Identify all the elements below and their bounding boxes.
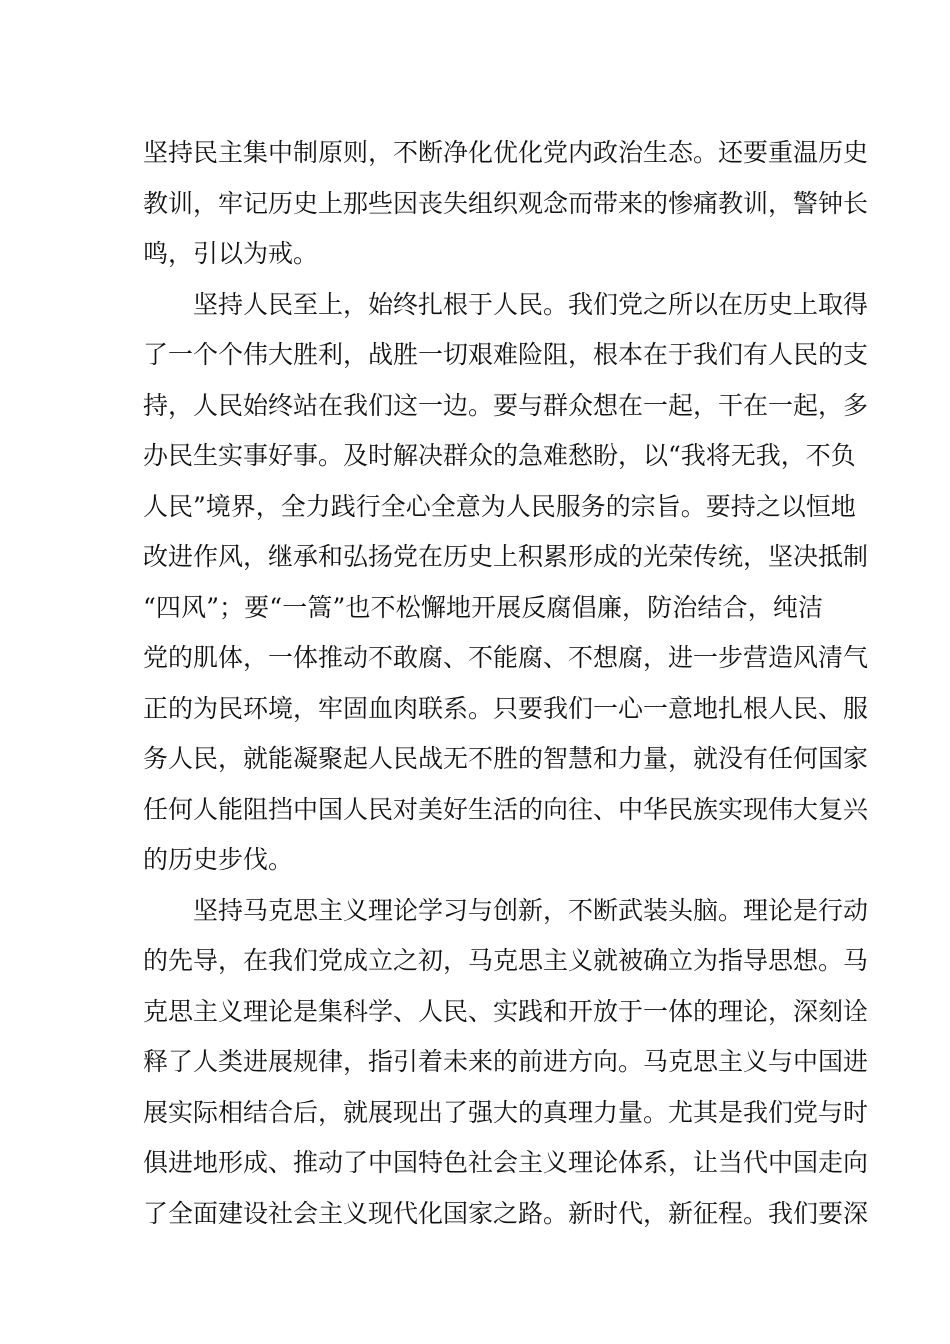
text-line: 展实际相结合后，就展现出了强大的真理力量。尤其是我们党与时: [143, 1097, 869, 1127]
text-line: 党的肌体，一体推动不敢腐、不能腐、不想腐，进一步营造风清气: [143, 643, 869, 672]
text-line: 的历史步伐。: [143, 845, 294, 874]
text-line: 鸣，引以为戒。: [143, 239, 319, 268]
text-line: 坚持民主集中制原则，不断净化优化党内政治生态。还要重温历史: [143, 138, 869, 167]
text-line: 改进作风，继承和弘扬党在历史上积累形成的光荣传统，坚决抵制: [143, 542, 869, 571]
paragraph-2: [143, 280, 869, 886]
text-line: 克思主义理论是集科学、人民、实践和开放于一体的理论，深刻诠: [143, 996, 869, 1026]
text-line: 任何人能阻挡中国人民对美好生活的向往、中华民族实现伟大复兴: [143, 794, 869, 824]
text-line: 务人民，就能凝聚起人民战无不胜的智慧和力量，就没有任何国家: [143, 744, 869, 773]
text-line: “四风”；要“一篙”也不松懈地开展反腐倡廉，防治结合，纯洁: [143, 592, 823, 622]
text-line: 释了人类进展规律，指引着未来的前进方向。马克思主义与中国进: [143, 1047, 869, 1076]
text-line: 坚持人民至上，始终扎根于人民。我们党之所以在历史上取得: [193, 289, 869, 319]
text-line: 教训，牢记历史上那些因丧失组织观念而带来的惨痛教训，警钟长: [143, 188, 869, 218]
text-line: 持，人民始终站在我们这一边。要与群众想在一起，干在一起，多: [143, 390, 869, 420]
text-line: 坚持马克思主义理论学习与创新，不断武装头脑。理论是行动: [193, 895, 869, 925]
paragraph-1: [143, 128, 869, 280]
text-line: 办民生实事好事。及时解决群众的急难愁盼，以“我将无我，不负: [143, 441, 856, 470]
text-line: 了全面建设社会主义现代化国家之路。新时代，新征程。我们要深: [143, 1198, 869, 1228]
text-line: 正的为民环境，牢固血肉联系。只要我们一心一意地扎根人民、服: [143, 693, 869, 723]
text-line: 人民”境界，全力践行全心全意为人民服务的宗旨。要持之以恒地: [143, 491, 856, 521]
text-line: 俱进地形成、推动了中国特色社会主义理论体系，让当代中国走向: [143, 1148, 869, 1177]
text-line: 的先导，在我们党成立之初，马克思主义就被确立为指导思想。马: [143, 946, 869, 975]
text-line: 了一个个伟大胜利，战胜一切艰难险阻，根本在于我们有人民的支: [143, 340, 869, 369]
paragraph-3: [143, 886, 869, 1240]
document-body: [143, 128, 869, 1239]
